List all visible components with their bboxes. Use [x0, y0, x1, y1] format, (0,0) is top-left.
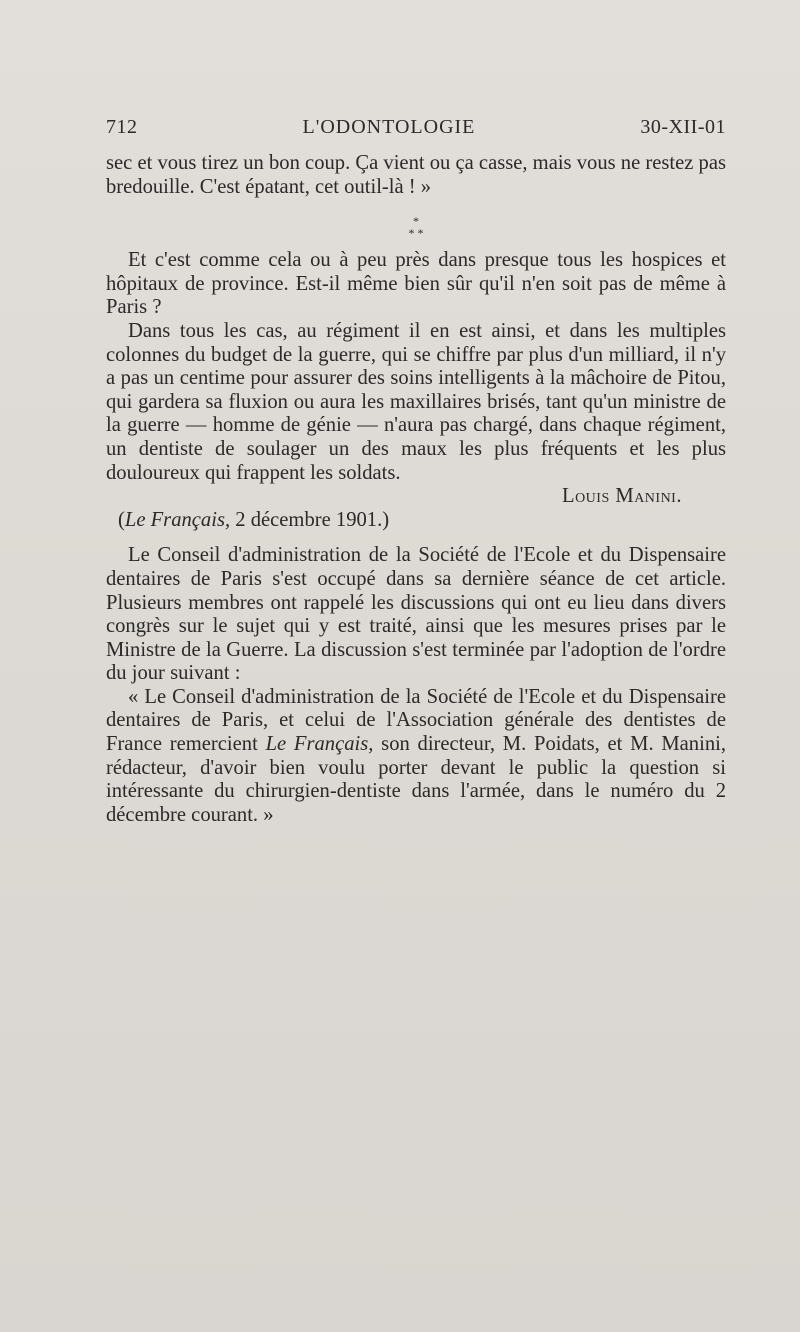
- paragraph-hospices: Et c'est comme cela ou à peu près dans presque tous les hospices et hôpitaux de province. Est-il même bien sûr qu'il n'en soit pas de même à Paris ?: [106, 249, 726, 319]
- asterism-bottom-stars: * *: [408, 226, 424, 241]
- resolution-newspaper-title: Le Français,: [265, 733, 374, 756]
- resolution-start: « Le Conseil d'administration de la Société de l'Ecole et du Dispensaire dentaires de Paris, et celui de l'Association générale des dentistes de France remercient: [106, 685, 726, 756]
- source-date: 2 décembre 1901.): [230, 508, 390, 531]
- issue-date-code: 30-XII-01: [640, 116, 726, 138]
- source-newspaper-title: Le Français,: [124, 508, 231, 531]
- section-separator-asterism: [106, 215, 726, 239]
- paragraph-ordre-du-jour: [106, 686, 726, 828]
- page-number: 712: [106, 116, 138, 138]
- article-body: [106, 152, 726, 827]
- paragraph-regiment: Dans tous les cas, au régiment il en est ainsi, et dans les multiples colonnes du budget de la guerre, qui se chiffre par plus d'un milliard, il n'y a pas un centime pour assurer des soins intelligents à la mâchoire de Pitou, qui gardera sa fluxion ou aura les maxillaires brisés, tant qu'un ministre de la guerre — homme de génie — n'aura pas chargé, dans chaque régiment, un dentiste de soulager un des maux les plus fréquents et les plus douloureux qui frappent les soldats.: [106, 319, 726, 484]
- running-header: [106, 116, 726, 139]
- journal-title: L'ODONTOLOGIE: [302, 116, 476, 138]
- source-citation: [106, 509, 726, 533]
- paragraph-quote-end: sec et vous tirez un bon coup. Ça vient ou ça casse, mais vous ne restez pas bredouille. C'est épatant, cet outil-là ! »: [106, 152, 726, 198]
- paragraph-conseil: Le Conseil d'administration de la Société de l'Ecole et du Dispensaire dentaires de Paris s'est occupé dans sa dernière séance de cet article. Plusieurs membres ont rappelé les discussions qui ont eu lieu dans divers congrès sur le sujet qui y est traité, ainsi que les mesures prises par le Ministre de la Guerre. La discussion s'est terminée par l'adoption de l'ordre du jour suivant :: [106, 544, 726, 685]
- resolution-end: son directeur, M. Poidats, et M. Manini, rédacteur, d'avoir bien voulu porter devant le public la question si intéressante du chirurgien-dentiste dans l'armée, dans le numéro du 2 décembre courant. »: [106, 733, 726, 826]
- author-signature: Louis Manini.: [561, 485, 682, 508]
- asterism-top-star: *: [413, 214, 419, 229]
- source-open-paren: (: [118, 508, 125, 531]
